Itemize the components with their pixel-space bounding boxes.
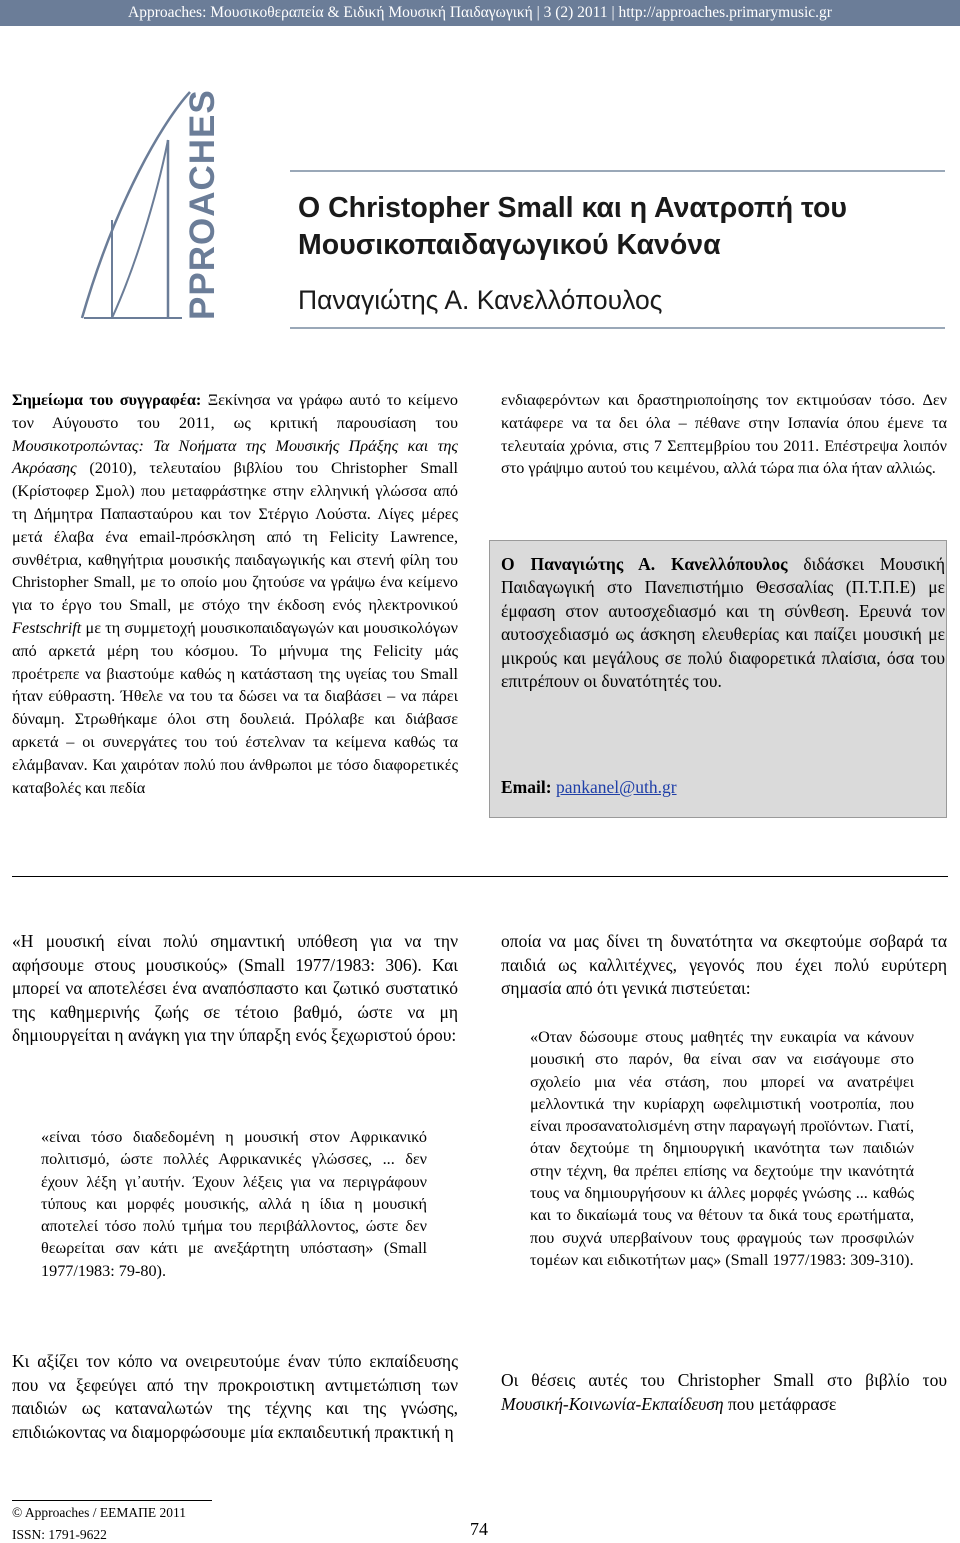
body-left-para-2 [12,1350,458,1444]
body-paragraph: Οι θέσεις αυτές του Christopher Small στο βιβλίο του [501,1370,947,1390]
page-number: 74 [470,1519,488,1539]
email-label: Email: [501,777,552,797]
block-quote-left [41,1126,427,1282]
journal-header-banner: Approaches: Μουσικοθεραπεία & Ειδική Μουσική Παιδαγωγική | 3 (2) 2011 | http://approaches.primarymusic.gr [0,0,960,26]
bio-text: διδάσκει Μουσική Παιδαγωγική στο Πανεπιστήμιο Θεσσαλίας (Π.Τ.Π.Ε) με έμφαση στον αυτοσχεδιασμό και τη σύνθεση. Ερευνά τον αυτοσχεδιασμό ως άσκηση ελευθερίας και παίζει μουσική με μικρούς και μεγάλους σε πολύ διαφορετικά πλαίσια, όσα του επιτρέπουν οι δυνατότητές του. [501,554,945,692]
author-note-text: (2010), τελευταίου βιβλίου του Christopher Small (Κρίστοφερ Σμολ) που μεταφράστηκε στην ελληνική γλώσσα από τη Δήμητρα Παπασταύρου και τον Στέργιο Λούστα. Λίγες μέρες μετά έλαβα ένα email-πρόσκληση από τη Felicity Lawrence, συνθέτρια, καθηγήτρια μουσικής παιδαγωγικής και στενή φίλη του Christopher Small, με το οποίο μου ζητούσε να γράψω ένα κείμενο για το έργο του Small, με στόχο την έκδοση ενός ηλεκτρονικού [12,459,458,615]
body-right-para-1 [501,930,947,1001]
author-note-text: Ξεκίνησα να γράφω αυτό το κείμενο τον Αύγουστο του 2011, ως κριτική παρουσίαση του [12,391,458,432]
author-note-text: με τη συμμετοχή μουσικοπαιδαγωγών και μουσικολόγων από αρκετά μέρη του κόσμου. Το μήνυμα της Felicity μάς προέτρεπε να βιαστούμε καθώς η κατάσταση της υγείας του Small ήταν εύθραστη. Ήθελε να του τα δώσει να τα διαβάσει – να πάρει δύναμη. Στρωθήκαμε όλοι στη δουλειά. Πρόλαβε και διάβασε αρκετά – οι συνεργάτες του τού έστελναν τα κείμενα καθώς τα ελάμβαναν. Και χαιρόταν πολύ που άνθρωποι με τόσο διαφορετικές καταβολές και πεδία [12,618,458,797]
footer-rule [12,1500,212,1501]
approaches-logo [72,80,222,330]
body-paragraph: που μετάφρασε [723,1393,837,1414]
block-quote-text: «είναι τόσο διαδεδομένη η μουσική στον Αφρικανικό πολιτισμό, ώστε πολλές Αφρικανικές γλώσσες, ... δεν έχουν λέξη γι᾽αυτήν. Έχουν λέξεις για να περιγράφουν τύπους και μορφές μουσικής, αλλά η ίδια η μουσική αποτελεί τόσο πολύ τμήμα του περιβάλλοντος, ώστε δεν θεωρείται σαν κάτι με ανεξάρτητη υπόσταση» (Small 1977/1983: 79-80). [41,1128,427,1280]
book-title-italic: Μουσικοτροπώντας: Τα Νοήματα της Μουσικής Πράξης και της Ακρόασης [12,436,458,478]
body-right-para-2 [501,1369,947,1416]
book-title-italic: Μουσική-Κοινωνία-Εκπαίδευση [501,1393,724,1414]
bio-email-line [501,775,677,799]
email-link[interactable]: pankanel@uth.gr [555,777,677,797]
title-top-rule [290,170,945,172]
festschrift-italic: Festschrift [12,618,82,637]
body-paragraph: οποία να μας δίνει τη δυνατότητα να σκεφτούμε σοβαρά τα παιδιά ως καλλιτέχνες, γεγονός που έχει πολύ ευρύτερη σημασία από ότι γενικά πιστεύεται: [501,931,947,998]
body-paragraph: «Η μουσική είναι πολύ σημαντική υπόθεση για να την αφήσουμε στους μουσικούς» (Small 1977/1983: 306). Και μπορεί να αποτελέσει ένα αναπόσπαστο και ζωτικό συστατικό της καθημερινής ζωής σε τέτοιο βαθμό, ώστε να μη δημιουργείται η ανάγκη για την ύπαρξη ενός ξεχωριστού όρου: [12,931,458,1045]
footer-copyright: © Approaches / ΕΕΜΑΠΕ 2011 [12,1505,186,1520]
body-paragraph: Κι αξίζει τον κόπο να ονειρευτούμε έναν τύπο εκπαίδευσης που να ξεφεύγει από την προκροιστικη αντιμετώπιση των παιδιών ως καταναλωτών της τέχνης και της γνώσης, επιδιώκοντας να διαμορφώσουμε μία εκπαιδευτική πρακτική η [12,1351,458,1442]
logo-wordmark: PPROACHES [183,89,222,320]
bio-author-name: Ο Παναγιώτης Α. Κανελλόπουλος [501,554,788,574]
author-note [12,389,458,799]
body-left-para-1 [12,930,458,1048]
title-bottom-rule [290,327,945,329]
author-note-continuation-text: ενδιαφερόντων και δραστηριοποίησης τον εκτιμούσαν τόσο. Δεν κατάφερε να τα δει όλα – πέθανε στην Ισπανία όπου έμενε τα τελευταία χρόνια, στις 7 Σεπτεμβρίου του 2011. Επέστρεψα λοιπόν στο γράψιμο αυτού του κειμένου, αλλά τώρα πια όλα ήταν αλλιώς. [501,391,947,478]
footer-issn: ISSN: 1791-9622 [12,1527,107,1542]
article-author: Παναγιώτης Α. Κανελλόπουλος [298,285,663,315]
author-note-label: Σημείωμα του συγγραφέα: [12,391,202,409]
author-bio [501,553,945,693]
section-divider [12,876,948,877]
author-note-continuation [501,389,947,480]
block-quote-right [530,1026,914,1271]
block-quote-text: «Οταν δώσουμε στους μαθητές την ευκαιρία να κάνουν μουσική στο παρόν, θα είναι σαν να εισάγουμε στο σχολείο μια νέα στάση, που μπορεί να ανατρέψει μελλοντικά την κυρίαρχη ωφελιμιστική νοοτροπία, που είναι προσανατολισμένη στην παραγωγή προϊόντων. Γιατί, όταν δεχτούμε τη δημιουργική ικανότητα των παιδιών στην τέχνη, θα πρέπει επίσης να δεχτούμε την ικανότητά τους να δημιουργήσουν κι άλλες μορφές γνώσης ... καθώς και το δικαίωμά τους να θέτουν τα δικά τους ερωτήματα, που συχνά υπερβαίνουν τους φραγμούς των προσφιλών τομέων και ειδικοτήτων μας» (Small 1977/1983: 309-310). [530,1028,914,1269]
article-title: Ο Christopher Small και η Ανατροπή του Μουσικοπαιδαγωγικού Κανόνα [298,192,847,261]
